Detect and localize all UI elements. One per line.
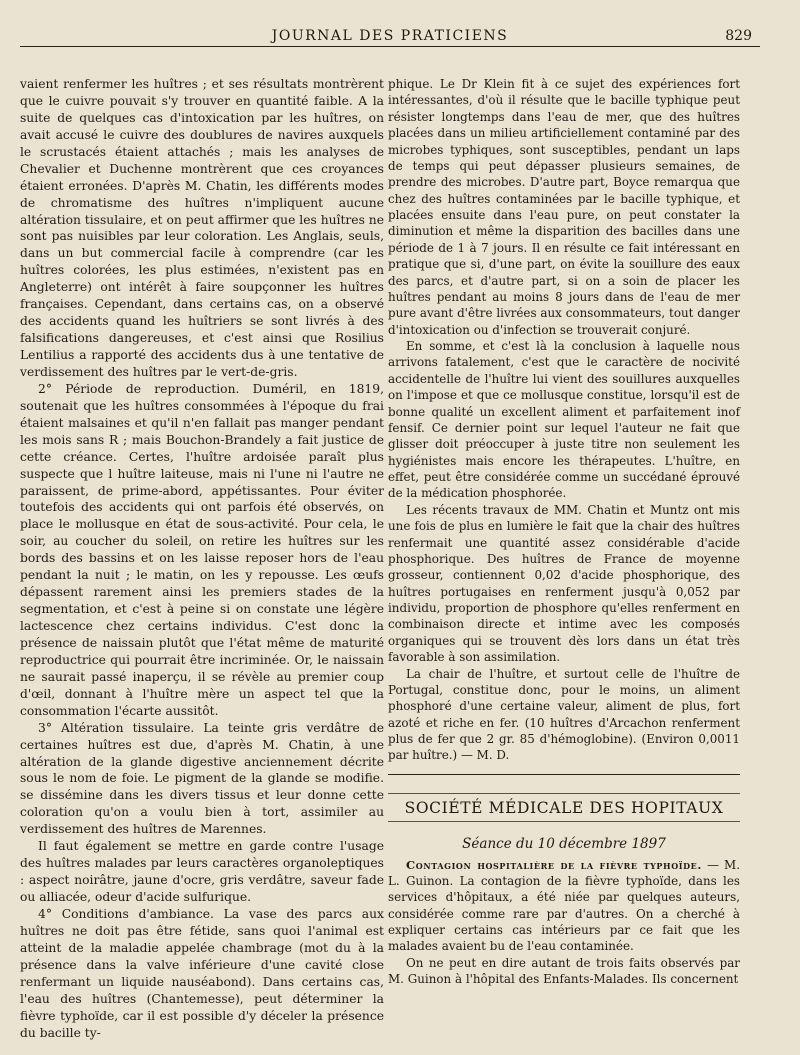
paragraph: 2° Période de reproduction. Duméril, en 1819, soutenait que les huîtres consommées à l'époque du frai étaient malsaines et qu'il n'en fallait pas manger pendant les mois sans R ; mais Bouchon-Brandely a fait justice de cette créance. Certes, l'huître ardoisée paraît plus suspecte que l huître laiteuse, mais ni l'une ni l'autre ne paraissent, de prime-abord, appétissantes. Pour éviter toutefois des accidents qui ont parfois été observés, on place le mollusque en état de sous-activité. Pour cela, le soir, au coucher du soleil, on retire les huîtres sur les bords des bassins et on les laisse reposer hors de l'eau pendant la nuit ; le matin, on les y repousse. Les œufs dépassent rarement ainsi les premiers stades de la segmentation, et c'est à peine si on constate une légère lactescence chez certains individus. C'est donc la présence de naissain plutôt que l'état même de maturité reproductrice qui pourrait être incriminée. Or, le naissain ne saurait passé inaperçu, il se révèle au premier coup d'œil, donnant à l'huître mère un aspect tel que la consommation l'écarte aussitôt.	[20, 381, 384, 718]
paragraph: En somme, et c'est là la conclusion à laquelle nous arrivons fatalement, c'est que le caractère de nocivité accidentelle de l'huître lui vient des souillures auxquelles on l'impose et que ce mollusque constitue, lorsqu'il est de bonne qualité un excellent aliment et parfaitement inof fensif. Ce dernier point sur lequel l'auteur ne fait que glisser doit préoccuper à juste titre non seulement les hygiénistes mais encore les thérapeutes. L'huître, en effet, peut être considérée comme un succédané éprouvé de la médication phosphorée.	[388, 339, 740, 501]
paragraph: — M. L. Guinon. La contagion de la fièvre typhoïde, dans les services d'hôpitaux, a été niée par quelques auteurs, considérée comme rare par d'autres. On a cherché à expliquer certains cas intérieurs par ce fait que les malades avaient bu de l'eau contaminée.	[388, 857, 741, 954]
paragraph: vaient renfermer les huîtres ; et ses résultats montrèrent que le cuivre pouvait s'y trouver en quantité faible. A la suite de quelques cas d'intoxication par les huîtres, on avait accusé le cuivre des doublures de navires auxquels le scrustacés étaient attachés ; mais les analyses de Chevalier et Duchenne montrèrent que ces croyances étaient erronées. D'après M. Chatin, les différents modes de chromatisme des huîtres n'impliquent aucune altération tissulaire, et on peut affirmer que les huîtres ne sont pas nuisibles par leur coloration. Les Anglais, seuls, dans un but commercial facile à comprendre (car les huîtres colorées, les plus estimées, n'existent pas en Angleterre) ont intérêt à faire soupçonner les huîtres françaises. Cependant, dans certains cas, on a observé des accidents quand les huîtriers se sont livrés à des falsifications dangereuses, et c'est ainsi que Rosilius Lentilius a rapporté des accidents dus à une tentative de verdissement des huîtres par le vert-de-gris.	[20, 77, 384, 379]
running-header	[20, 22, 760, 47]
section-title: SOCIÉTÉ MÉDICALE DES HOPITAUX	[388, 793, 740, 822]
left-column	[20, 76, 384, 1041]
article-heading: Contagion hospitalière de la fièvre typhoïde.	[406, 857, 702, 872]
paragraph: La chair de l'huître, et surtout celle de l'huître de Portugal, constitue donc, pour le moins, un aliment phosphoré d'une certaine valeur, aliment de plus, fort azoté et riche en fer. (10 huîtres d'Arcachon renferment plus de fer que 2 gr. 85 d'hémoglobine). (Environ 0,0011 par huître.) — M. D.	[388, 666, 740, 763]
page-number: 829	[725, 28, 752, 44]
paragraph: Il faut également se mettre en garde contre l'usage des huîtres malades par leurs caractères organoleptiques : aspect noirâtre, jaune d'ocre, gris verdâtre, saveur fade ou alliacée, odeur d'acide sulfurique.	[20, 839, 384, 904]
right-column	[388, 76, 740, 988]
journal-title: JOURNAL DES PRATICIENS	[271, 28, 509, 44]
paragraph: Les récents travaux de MM. Chatin et Muntz ont mis une fois de plus en lumière le fait que la chair des huîtres renfermait une quantité assez considérable d'acide phosphorique. Des huîtres de France de moyenne grosseur, contiennent 0,02 d'acide phosphorique, des huîtres portugaises en renferment jusqu'à 0,052 par individu, proportion de phosphore qu'elles renferment en combinaison directe et intime avec les composés organiques qui se trouvent dès lors dans un état très favorable à son assimilation.	[388, 502, 740, 665]
session-date: Séance du 10 décembre 1897	[462, 836, 666, 853]
paragraph: 4° Conditions d'ambiance. La vase des parcs aux huîtres ne doit pas être fétide, sans quoi l'animal est atteint de la maladie appelée chambrage (mot du à la présence dans la valve inférieure d'une cavité close renfermant un liquide nauséabond). Dans certains cas, l'eau des huîtres (Chantemesse), peut déterminer la fièvre typhoïde, car il est possible d'y déceler la présence du bacille ty-	[20, 906, 384, 1040]
paragraph: phique. Le Dr Klein fit à ce sujet des expériences fort intéressantes, d'où il résulte que le bacille typhique peut résister longtemps dans l'eau de mer, que des huîtres placées dans un milieu artificiellement contaminé par des microbes typhiques, sont susceptibles, pendant un laps de temps qui peut dépasser plusieurs semaines, de prendre des microbes. D'autre part, Boyce remarqua que chez des huîtres contaminées par le bacille typhique, et placées ensuite dans l'eau pure, on peut constater la diminution et même la disparition des bacilles dans une période de 1 à 7 jours. Il en résulte ce fait intéressant en pratique que si, d'une part, on évite la souillure des eaux des parcs, et d'autre part, si on a soin de placer les huîtres pendant au moins 8 jours dans de l'eau de mer pure avant d'être livrées aux consommateurs, tout danger d'intoxication ou d'infection se trouverait conjuré.	[388, 77, 740, 337]
paragraph: 3° Altération tissulaire. La teinte gris verdâtre de certaines huîtres est due, d'après M. Chatin, à une altération de la glande digestive anciennement décrite sous le nom de foie. Le pigment de la glande se modifie. se dissémine dans les divers tissus et leur donne cette coloration qu'on a voulu bien à tort, assimiler au verdissement des huîtres de Marennes.	[20, 720, 384, 837]
section-divider	[388, 774, 740, 775]
paragraph: On ne peut en dire autant de trois faits observés par M. Guinon à l'hôpital des Enfants-Malades. Ils concernent	[388, 955, 740, 987]
